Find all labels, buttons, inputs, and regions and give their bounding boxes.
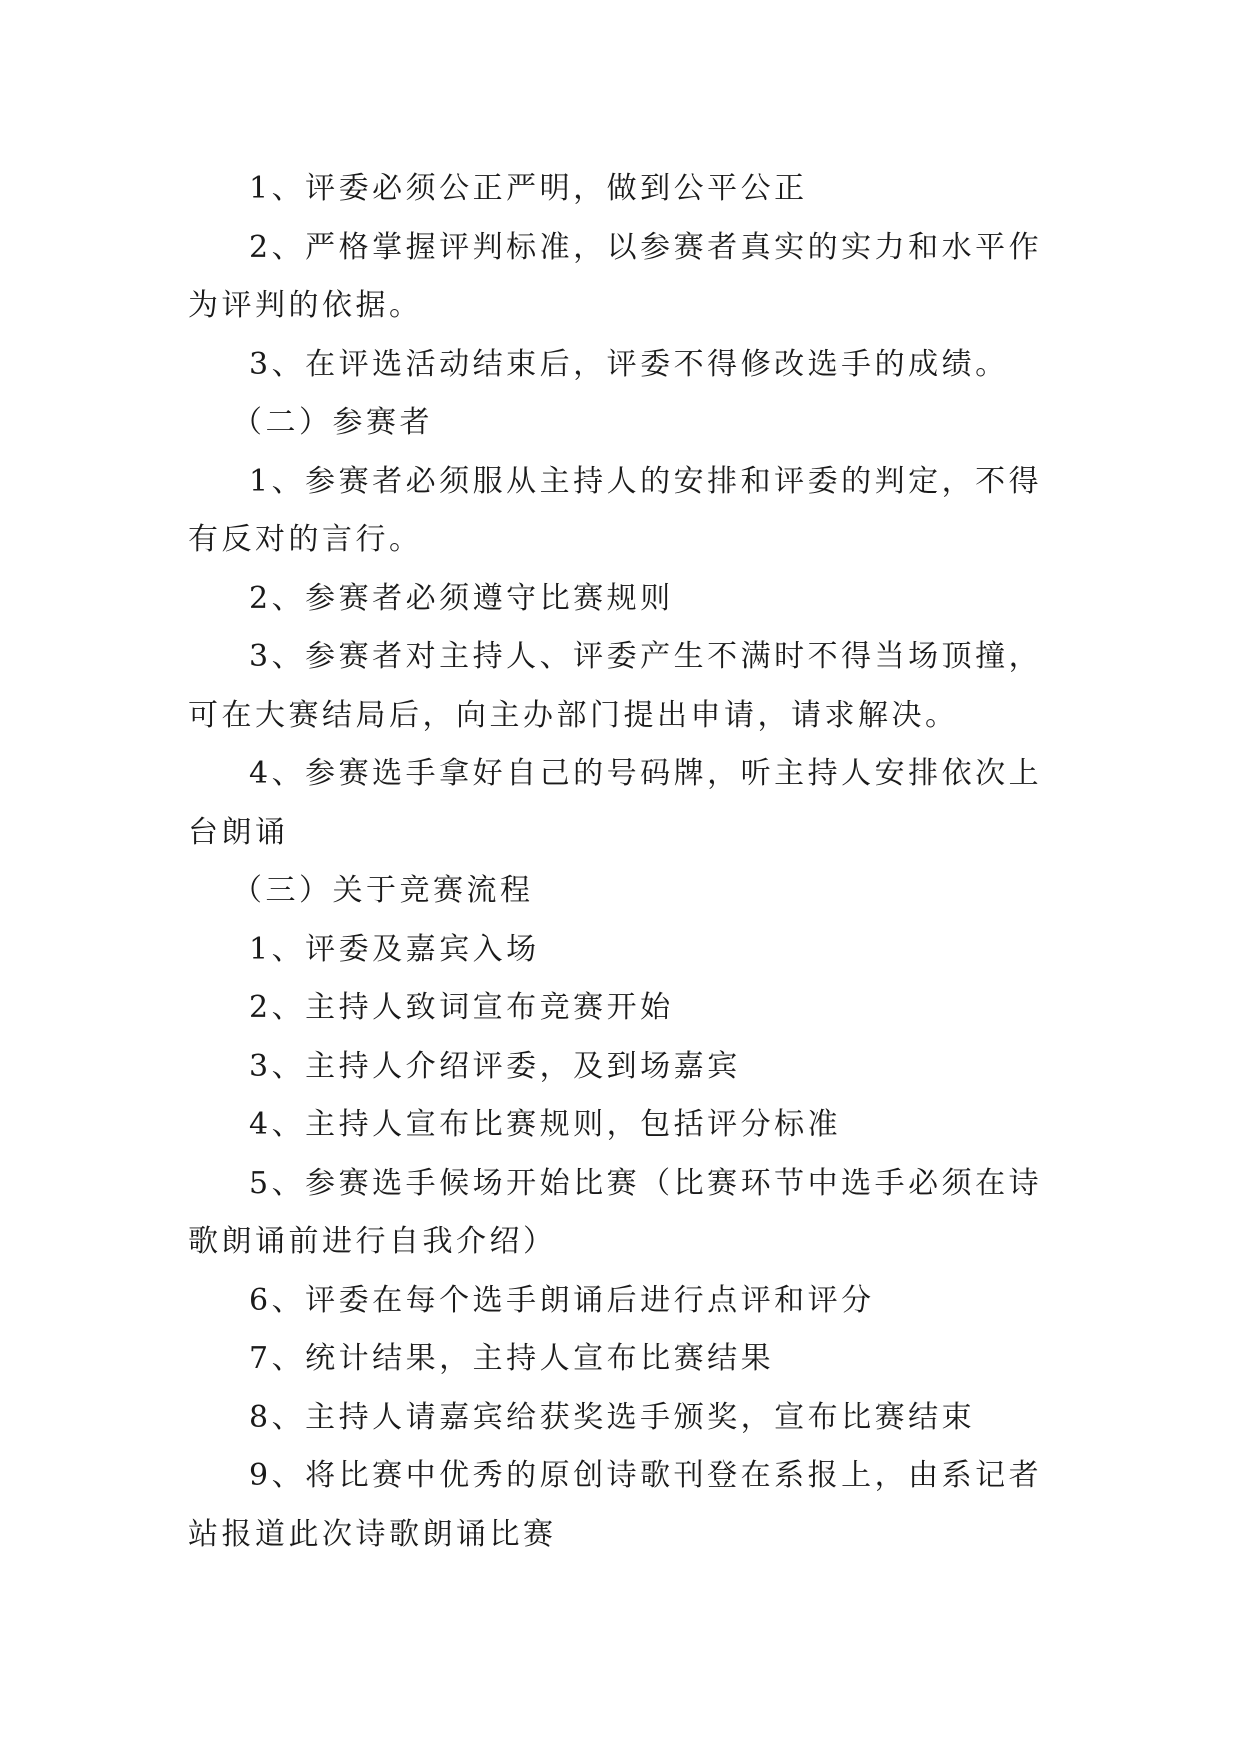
process-step-9: 9、将比赛中优秀的原创诗歌刊登在系报上，由系记者站报道此次诗歌朗诵比赛 [188,1458,1043,1552]
section-heading-contestants: （二）参赛者 [232,405,433,440]
process-step-6: 6、评委在每个选手朗诵后进行点评和评分 [249,1282,875,1318]
process-step-5: 5、参赛选手候场开始比赛（比赛环节中选手必须在诗歌朗诵前进行自我介绍） [188,1165,1043,1259]
process-step-4: 4、主持人宣布比赛规则，包括评分标准 [249,1107,842,1142]
process-step-3: 3、主持人介绍评委，及到场嘉宾 [249,1048,741,1084]
judge-rule-1: 1、评委必须公正严明，做到公平公正 [249,171,808,206]
judge-rule-3: 3、在评选活动结束后，评委不得修改选手的成绩。 [249,346,1009,382]
process-step-8: 8、主持人请嘉宾给获奖选手颁奖，宣布比赛结束 [249,1399,976,1435]
process-step-1: 1、评委及嘉宾入场 [249,931,540,967]
contestant-rule-4: 4、参赛选手拿好自己的号码牌，听主持人安排依次上台朗诵 [188,756,1043,850]
process-step-7: 7、统计结果，主持人宣布比赛结果 [249,1341,775,1376]
contestant-rule-2: 2、参赛者必须遵守比赛规则 [249,580,674,616]
process-step-2: 2、主持人致词宣布竞赛开始 [249,990,674,1025]
contestant-rule-3: 3、参赛者对主持人、评委产生不满时不得当场顶撞，可在大赛结局后，向主办部门提出申请，请求解决。 [188,639,1043,733]
judge-rule-2: 2、严格掌握评判标准，以参赛者真实的实力和水平作为评判的依据。 [188,229,1043,323]
document-body [188,160,1050,1564]
contestant-rule-1: 1、参赛者必须服从主持人的安排和评委的判定，不得有反对的言行。 [188,463,1043,557]
section-heading-process: （三）关于竞赛流程 [232,873,534,908]
